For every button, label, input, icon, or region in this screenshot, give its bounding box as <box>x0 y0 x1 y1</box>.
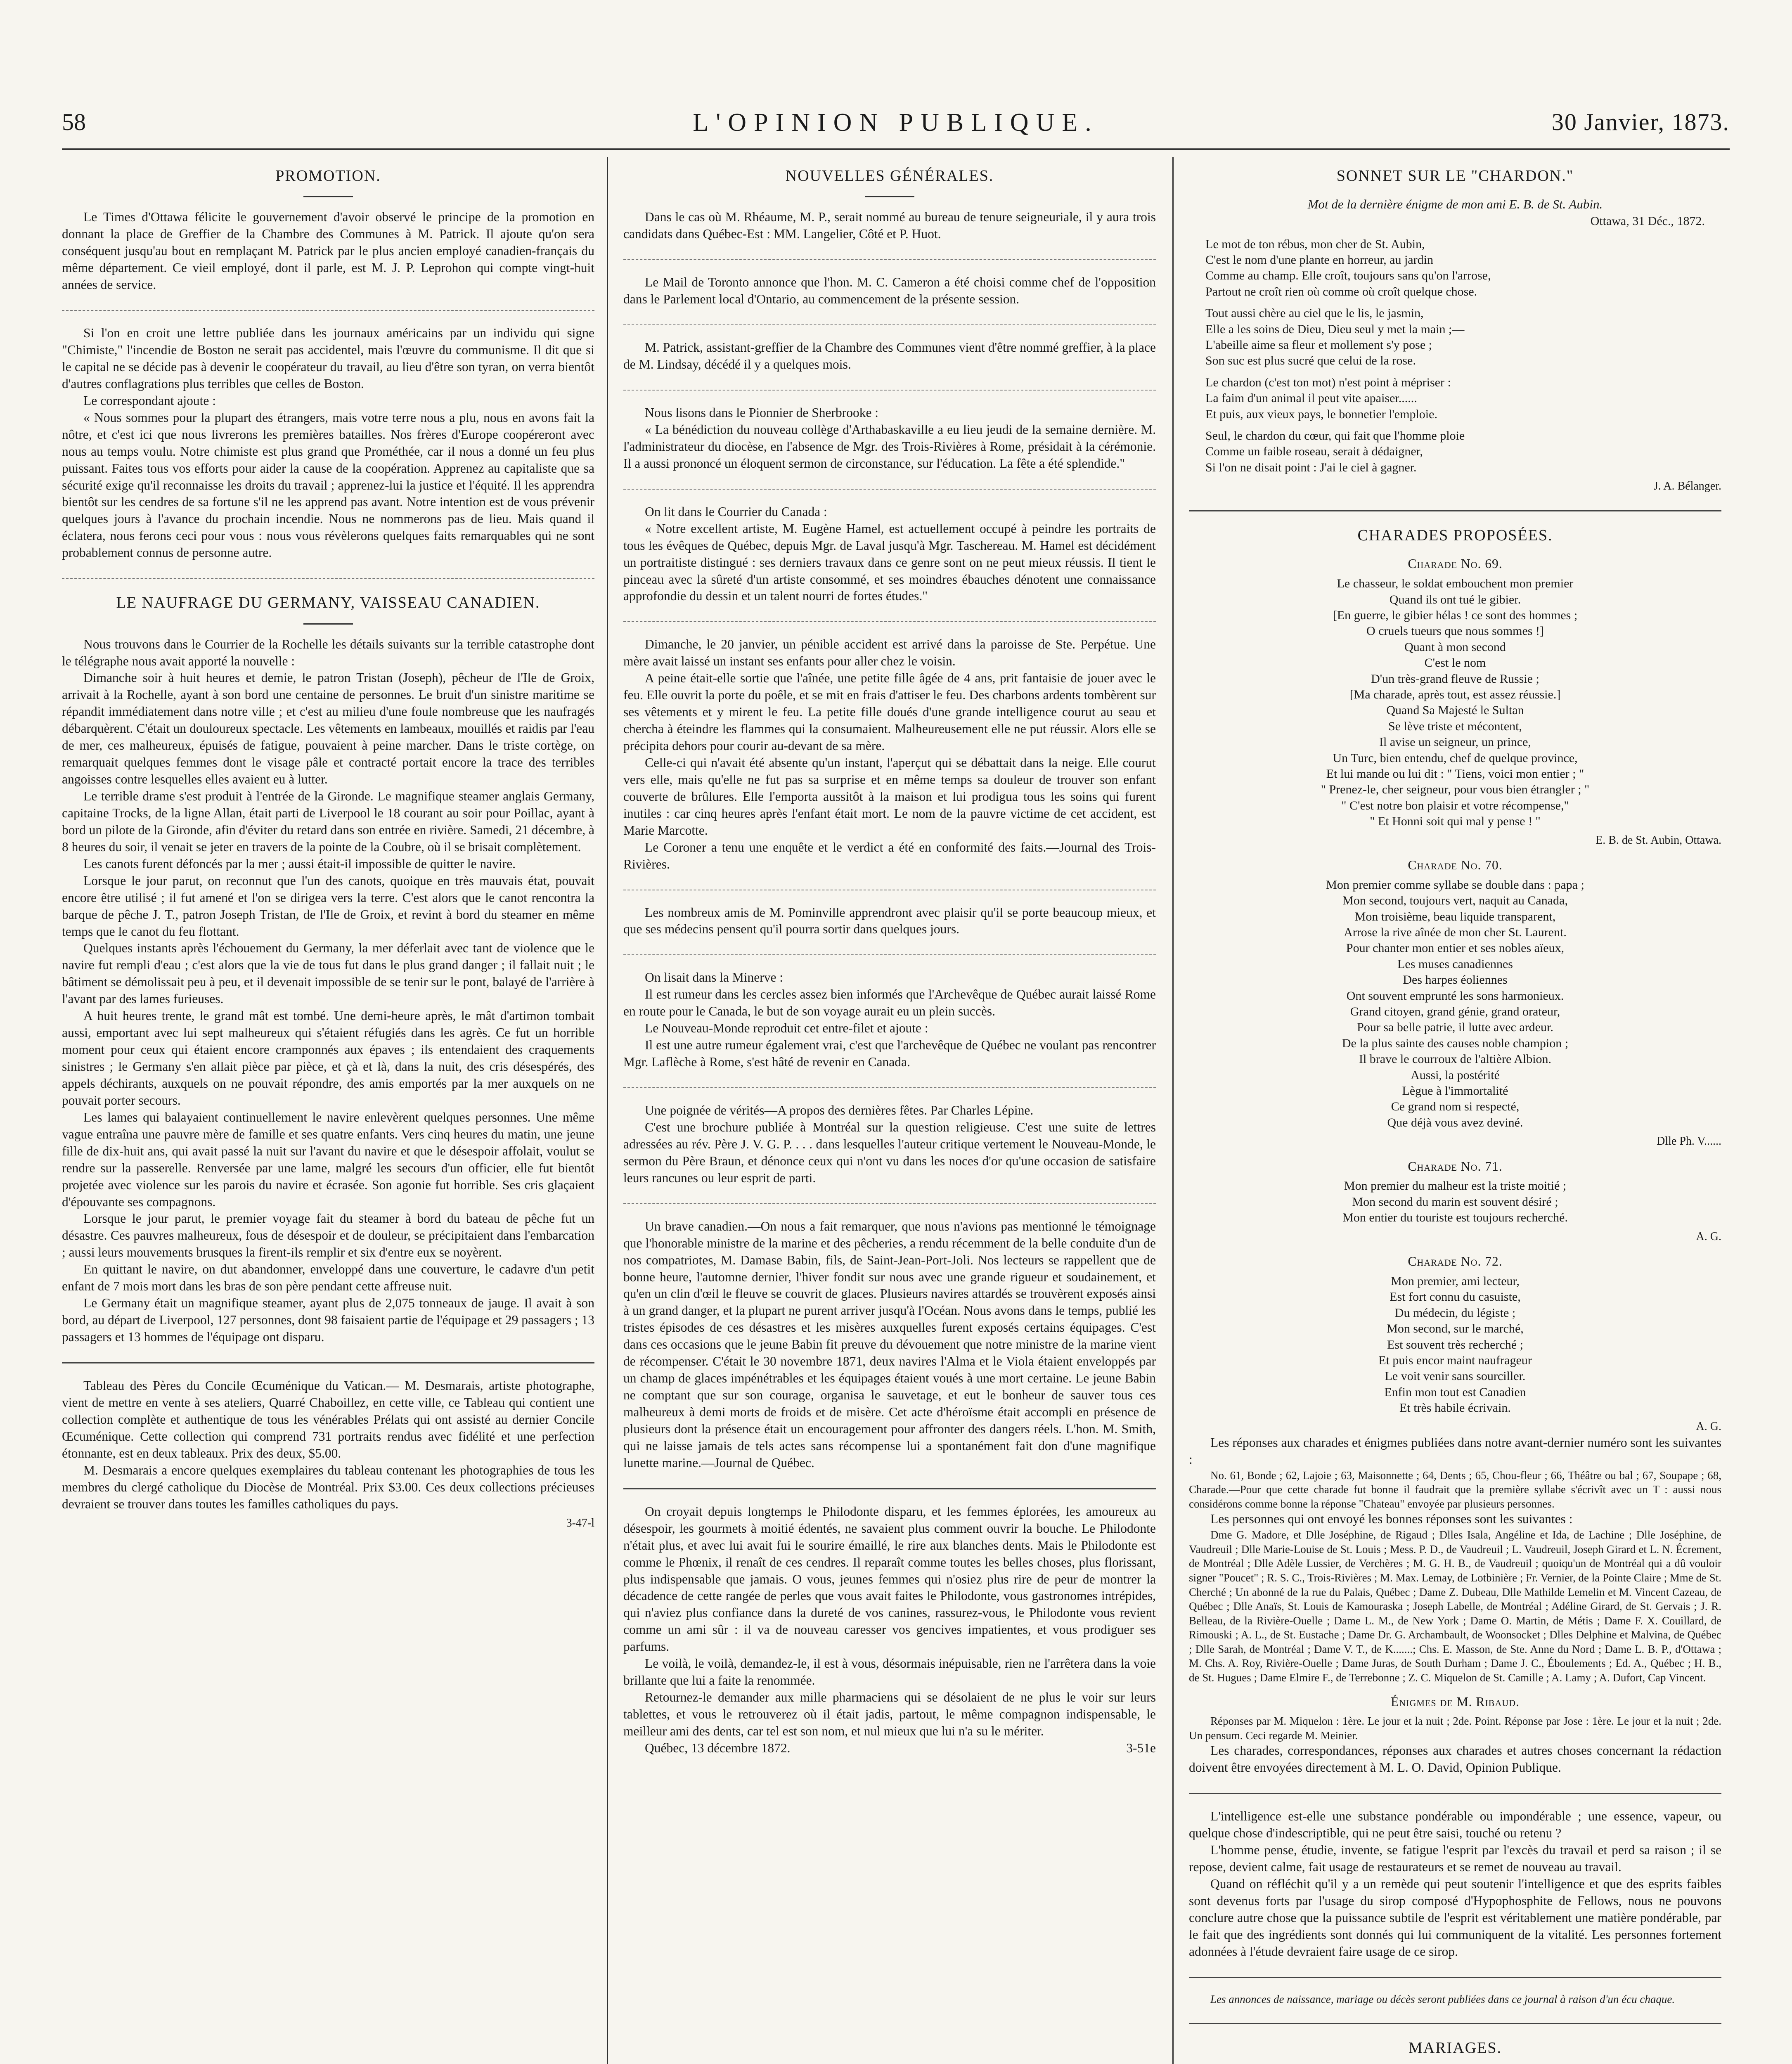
divider <box>623 1203 1156 1204</box>
heading-promotion: PROMOTION. <box>275 167 381 185</box>
verse-line: Un Turc, bien entendu, chef de quelque province, <box>1333 751 1578 765</box>
paragraph: « Notre excellent artiste, M. Eugène Hamel, est actuellement occupé à peindre les portraits de tous les évêques de Québec, depuis Mgr. de Laval jusqu'à Mgr. Taschereau. M. Hamel est décidément un portraitiste distingué : ses derniers travaux dans ce genre sont on ne peut mieux réussis. Il tient le pinceau avec la sûreté d'un artiste consommé, et ses moindres ébauches dénotent une connaissance approfondie du dessin et un talent nourri de fortes études." <box>623 521 1156 604</box>
verse-line: Et lui mande ou lui dit : " Tiens, voici mon entier ; " <box>1326 767 1584 781</box>
heading-mariages: MARIAGES. <box>1409 2039 1502 2057</box>
verse-line: Tout aussi chère au ciel que le lis, le jasmin, <box>1205 306 1424 320</box>
paragraph: Le Nouveau-Monde reproduit cet entre-filet et ajoute : <box>645 1021 928 1036</box>
signature: Dlle Ph. V...... <box>1657 1135 1721 1148</box>
divider <box>62 1362 594 1363</box>
column-3 <box>1189 161 1721 2064</box>
paragraph: Le Germany était un magnifique steamer, ayant plus de 2,075 tonneaux de jauge. Il avait à son bord, au départ de Liverpool, 127 personnes, dont 98 faisaient partie de l'équipage et 29 passagers ; 13 passagers et 13 hommes de l'équipage ont disparu. <box>62 1296 594 1344</box>
paragraph: Un brave canadien.—On nous a fait remarquer, que nous n'avions pas mentionné le témoignage que l'honorable ministre de la marine et des pêcheries, a rendu récemment de la belle conduite d'un de nos compatriotes, M. Damase Babin, fils, de Saint-Jean-Port-Joli. Nos lecteurs se rappellent que de bonne heure, l'automne dernier, l'hiver fondit sur nous avec une grande rigueur et soudainement, et qu'en un clin d'œil le fleuve se couvrit de glaces. Plusieurs navires attardés se trouvèrent exposés ainsi à un grand danger, et la plupart ne purent arriver jusqu'à l'Océan. Nous avons dans le temps, publié les tristes épisodes de ces désastres et les misères auxquelles furent exposés certains équipages. C'est dans ces occasions que le jeune Babin fit preuve du dévouement que notre ministre de la marine vient de récompenser. C'était le 30 novembre 1871, deux navires l'Alma et le Viola étaient enveloppés par un champ de glaces impénétrables et les équipages étaient voués à une mort certaine. Le jeune Babin ne comptant que sur son courage, organisa le sauvetage, et eut le bonheur de sauver tous ces malheureux à demi morts de froids et de misère. Cet acte d'héroïsme était accompli en présence de plusieurs dont la présence était un encouragement pour affronter des dangers réels. L'hon. M. Smith, qui ne laisse jamais de tels actes sans récompense lui a spontanément fait don d'une magnifique lunette marine.—Journal de Québec. <box>623 1219 1156 1470</box>
paragraph: On croyait depuis longtemps le Philodonte disparu, et les femmes éplorées, les amoureux au désespoir, les gourmets à moitié édentés, ne savaient plus comment ouvrir la bouche. Le Philodonte n'était plus, et avec lui avait fui le sourire émaillé, le rire aux blanches dents. Mais le Philodonte est comme le Phœnix, il renaît de ces cendres. Il reparaît comme toutes les belles choses, plus florissant, plus indispensable que jamais. O vous, jeunes femmes qui n'osiez plus rire de peur de montrer la décadence de cette rangée de perles que vous avait faites le Philodonte, vous gastronomes intrépides, qui n'aviez plus confiance dans la dureté de vos canines, rassurez-vous, le Philodonte vous revient comme un ami sûr : il va de nouveau caresser vos gencives impatientes, et vous prodiguer ses parfums. <box>623 1504 1156 1654</box>
verse-line: Pour sa belle patrie, il lutte avec ardeur. <box>1357 1020 1553 1034</box>
verse-line: [En guerre, le gibier hélas ! ce sont des hommes ; <box>1333 608 1578 623</box>
verse-line: Aussi, la postérité <box>1411 1068 1500 1082</box>
paragraph: Quelques instants après l'échouement du Germany, la mer déferlait avec tant de violence que le navire fut rempli d'eau ; c'est alors que la vie de tous fut dans le plus grand danger ; il fallait nuit ; le bâtiment se démolissait peu à peu, et il devenait impossible de se tenir sur le pont, balayé de l'arrière à l'avant par des lames furieuses. <box>62 941 594 1006</box>
divider <box>623 1488 1156 1489</box>
charade-70 <box>1189 877 1721 1131</box>
verse-line: Seul, le chardon du cœur, qui fait que l'homme ploie <box>1205 428 1465 443</box>
heading-nouvelles: NOUVELLES GÉNÉRALES. <box>785 167 994 185</box>
paragraph: Le voilà, le voilà, demandez-le, il est à vous, désormais inépuisable, rien ne l'arrêtera dans la voie brillante que lui a faite la renommée. <box>623 1656 1156 1688</box>
paragraph: L'intelligence est-elle une substance pondérable ou impondérable ; une essence, vapeur, ou quelque chose d'indescriptible, qui ne peut être saisi, touché ou retenu ? <box>1189 1809 1721 1841</box>
charade-72 <box>1189 1273 1721 1416</box>
ad-reference: 3-51e <box>1126 1740 1156 1755</box>
verse-line: " C'est notre bon plaisir et votre récompense," <box>1341 798 1569 812</box>
divider <box>1189 1793 1721 1794</box>
signature: E. B. de St. Aubin, Ottawa. <box>1596 833 1721 847</box>
paragraph: Les lames qui balayaient continuellement le navire enlevèrent quelques personnes. Une même vague entraîna une pauvre mère de famille et ses quatre enfants. Vers cinq heures du matin, une jeune fille de dix-huit ans, qui avait passé la nuit sur l'avant du navire et que le désespoir affolait, voulut se rendre sur la passerelle. Renversée par une lame, malgré les secours d'un officier, elle fut bientôt projetée avec violence sur les parois du navire et écrasée. Son agonie fut horrible. Ses cris glaçaient d'épouvante ses compagnons. <box>62 1110 594 1209</box>
paragraph: « La bénédiction du nouveau collège d'Arthabaskaville a eu lieu jeudi de la semaine dernière. M. l'administrateur du diocèse, en l'absence de Mgr. des Trois-Rivières à Rome, présidait à la cérémonie. Il a aussi prononcé un éloquent sermon de circonstance, sur l'éducation. La fête a été splendide." <box>623 422 1156 471</box>
verse-line: Comme au champ. Elle croît, toujours sans qu'on l'arrose, <box>1205 269 1491 283</box>
paragraph: Dans le cas où M. Rhéaume, M. P., serait nommé au bureau de tenure seigneuriale, il y aura trois candidats dans Québec-Est : MM. Langelier, Côté et P. Huot. <box>623 210 1156 241</box>
verse-line: Mon entier du touriste est toujours recherché. <box>1342 1211 1568 1225</box>
column-rule-1 <box>607 157 608 2064</box>
paragraph: Lorsque le jour parut, on reconnut que l'un des canots, quoique en très mauvais état, pouvait encore être utilisé ; il fut amené et l'on se dirigea vers la terre. C'est alors que le canot rencontra la barque de pêche J. T., patron Joseph Tristan, de l'Ile de Groix, et revint à bord du steamer en même temps que le canot du feu flottant. <box>62 873 594 939</box>
verse-line: O cruels tueurs que nous sommes !] <box>1366 624 1544 638</box>
signature: A. G. <box>1696 1420 1721 1433</box>
paragraph: Lorsque le jour parut, le premier voyage fait du steamer à bord du bateau de pêche fut un désastre. Ces pauvres malheureux, fous de désespoir et de douleur, se précipitaient dans l'embarcation ; aussi leurs mouvements brusques la firent-ils remplir et six d'entre eux se noyèrent. <box>62 1211 594 1260</box>
verse-line: Et puis, aux vieux pays, le bonnetier l'emploie. <box>1205 407 1437 421</box>
verse-line: Le mot de ton rébus, mon cher de St. Aubin, <box>1205 237 1425 251</box>
charade-69 <box>1189 576 1721 829</box>
paragraph: Nous lisons dans le Pionnier de Sherbrooke : <box>645 405 879 420</box>
verse-line: Et puis encor maint naufrageur <box>1378 1353 1532 1367</box>
paragraph: On lit dans le Courrier du Canada : <box>645 504 827 519</box>
divider <box>623 1087 1156 1088</box>
verse-line: Mon premier du malheur est la triste moitié ; <box>1344 1179 1567 1193</box>
paragraph: Le Coroner a tenu une enquête et le verdict a été en conformité des faits.—Journal des Trois-Rivières. <box>623 840 1156 871</box>
verse-line: Partout ne croît rien où comme où croît quelque chose. <box>1205 284 1477 298</box>
divider <box>623 324 1156 325</box>
verse-line: Les muses canadiennes <box>1397 957 1513 971</box>
paragraph: Dimanche, le 20 janvier, un pénible accident est arrivé dans la paroisse de Ste. Perpétue. Une mère avait laissé un instant ses enfants pour aller chez le voisin. <box>623 637 1156 669</box>
paragraph: Les canots furent défoncés par la mer ; aussi était-il impossible de quitter le navire. <box>83 856 516 871</box>
verse-line: Mon premier, ami lecteur, <box>1391 1274 1520 1288</box>
verse-line: Il brave le courroux de l'altière Albion. <box>1359 1052 1552 1066</box>
verse-line: Mon second, toujours vert, naquit au Canada, <box>1342 894 1568 908</box>
divider <box>62 578 594 579</box>
column-rule-2 <box>1172 157 1174 2064</box>
paragraph: A peine était-elle sortie que l'aînée, une petite fille âgée de 4 ans, prit fantaisie de jouer avec le feu. Elle ouvrit la porte du poêle, et se mit en frais d'attiser le feu. Des charbons ardents tombèrent sur ses vêtements et y mirent le feu. La petite fille doués d'une grande intelligence courut au seau et chercha à éteindre les flammes qui la consumaient. Malheureusement elle ne put réussir. Alors elle se précipita dehors pour courir au-devant de sa mère. <box>623 671 1156 753</box>
page-number: 58 <box>62 109 86 135</box>
article-naufrage <box>62 636 594 1346</box>
paragraph: Si l'on en croit une lettre publiée dans les journaux américains par un individu qui signe "Chimiste," l'incendie de Boston ne serait pas accidentel, mais l'œuvre du communisme. Il dit que si le capital ne se décide pas à devenir le coopérateur du travail, au lieu d'être son tyran, on verra bientôt d'autres conflagrations plus terribles que celles de Boston. <box>62 326 594 391</box>
issue-date: 30 Janvier, 1873. <box>1551 109 1730 135</box>
sonnet-poem <box>1205 237 1721 494</box>
paragraph: Celle-ci qui n'avait été absente qu'un instant, l'aperçut qui se débattait dans la neige. Elle courut vers elle, mais qu'elle ne fut pas sa surprise et en même temps sa douleur de trouver son enfant couverte de brûlures. Elle l'emporta aussitôt à la maison et lui prodigua tous les soins qui furent inutiles : car cinq heures après l'enfant était mort. Le nom de la pauvre victime de cet accident, est Marie Marcotte. <box>623 755 1156 838</box>
divider <box>303 196 353 197</box>
verse-line: Ce grand nom si respecté, <box>1391 1100 1520 1114</box>
divider <box>1189 2023 1721 2024</box>
verse-line: Pour chanter mon entier et ses nobles aïeux, <box>1346 941 1565 955</box>
verse-line: Lègue à l'immortalité <box>1402 1084 1508 1098</box>
heading-naufrage: LE NAUFRAGE DU GERMANY, VAISSEAU CANADIEN. <box>116 594 540 612</box>
verse-line: Se lève triste et mécontent, <box>1388 719 1522 733</box>
verse-line: Comme un faible roseau, serait à dédaigner, <box>1205 445 1423 459</box>
verse-line: Arrose la rive aînée de mon cher St. Laurent. <box>1344 925 1567 940</box>
paragraph: En quittant le navire, on dut abandonner, enveloppé dans une couverture, le cadavre d'un petit enfant de 7 mois mort dans les bras de son père pendant cette affreuse nuit. <box>62 1262 594 1294</box>
paragraph: Une poignée de vérités—A propos des dernières fêtes. Par Charles Lépine. <box>645 1103 1034 1118</box>
verse-line: Est souvent très recherché ; <box>1387 1337 1523 1352</box>
paragraph: On lisait dans la Minerve : <box>645 970 784 985</box>
paragraph: Les réponses aux charades et énigmes publiées dans notre avant-dernier numéro sont les suivantes : <box>1189 1435 1721 1467</box>
divider <box>1189 510 1721 511</box>
heading-charades: CHARADES PROPOSÉES. <box>1357 526 1553 544</box>
verse-line: Le voit venir sans sourciller. <box>1385 1369 1526 1383</box>
column-1 <box>62 161 594 2064</box>
verse-line: Grand citoyen, grand génie, grand orateur, <box>1350 1005 1560 1019</box>
verse-line: De la plus sainte des causes noble champion ; <box>1342 1036 1569 1050</box>
verse-line: Mon troisième, beau liquide transparent, <box>1354 909 1556 923</box>
divider <box>623 489 1156 490</box>
verse-line: Elle a les soins de Dieu, Dieu seul y met la main ;— <box>1205 322 1465 336</box>
verse-line: [Ma charade, après tout, est assez réussie.] <box>1349 688 1561 702</box>
signature: A. G. <box>1696 1230 1721 1243</box>
advertisement-tableau <box>62 1378 594 1531</box>
divider <box>303 623 353 625</box>
verse-line: Enfin mon tout est Canadien <box>1384 1385 1526 1399</box>
paragraph: « Nous sommes pour la plupart des étrangers, mais votre terre nous a plu, nous en avons fait la nôtre, et c'est ici que nous livrerons les premières batailles. Nos frères d'Europe coopéreront avec nous au temps voulu. Notre chimiste est plus grand que Prométhée, car il nous a donné un feu plus puissant. Faites tous vos efforts pour aider la cause de la coopération. Apprenez au capitaliste que sa sécurité exige qu'il reconnaisse les droits du travail ; apprenez-lui la justice et l'équité. Il les apprendra bientôt sur les cendres de sa fortune s'il ne les apprend pas avant. Notre intention est de vous prévenir quelques jours à l'avance du prochain incendie. Nous ne nommerons pas de lieu. Mais quand il éclatera, nous ferons ceci pour vous : nous vous révèlerons quelques faits remarquables qui ne sont probablement connus de personne autre. <box>62 410 594 560</box>
page-header <box>62 108 1730 141</box>
charade-72-title: Charade No. 72. <box>1408 1254 1503 1269</box>
divider <box>623 621 1156 622</box>
verse-line: Des harpes éoliennes <box>1403 973 1508 987</box>
verse-line: Il avise un seigneur, un prince, <box>1379 735 1531 749</box>
divider <box>865 196 914 197</box>
paragraph: L'homme pense, étudie, invente, se fatigue l'esprit par l'excès du travail et perd sa raison ; il se repose, devient calme, fait usage de restaurateurs et se remet de nouveau au travail. <box>1189 1843 1721 1875</box>
verse-line: Du médecin, du légiste ; <box>1394 1306 1516 1320</box>
paragraph: Le Mail de Toronto annonce que l'hon. M. C. Cameron a été choisi comme chef de l'opposition dans le Parlement local d'Ontario, au commencement de la présente session. <box>623 275 1156 307</box>
paragraph: M. Patrick, assistant-greffier de la Chambre des Communes vient d'être nommé greffier, à la place de M. Lindsay, décédé il y a quelques mois. <box>623 340 1156 372</box>
paragraph: Il est une autre rumeur également vrai, c'est que l'archevêque de Québec ne voulant pas rencontrer Mgr. Laflèche à Rome, s'est hâté de revenir en Canada. <box>623 1038 1156 1070</box>
signature: J. A. Bélanger. <box>1653 480 1721 493</box>
verse-line: Mon second, sur le marché, <box>1387 1322 1524 1336</box>
divider <box>623 259 1156 260</box>
verse-line: Son suc est plus sucré que celui de la rose. <box>1205 354 1416 368</box>
paragraph: Réponses par M. Miquelon : 1ère. Le jour et la nuit ; 2de. Point. Réponse par Jose : 1ère. Le jour et la nuit ; 2de. Un pensum. Ceci regarde M. Meinier. <box>1189 1715 1721 1742</box>
verse-line: Mon second du marin est souvent désiré ; <box>1352 1195 1558 1209</box>
heading-enigmes: Énigmes de M. Ribaud. <box>1391 1695 1520 1709</box>
verse-line: C'est le nom <box>1424 656 1486 670</box>
sonnet-dateline: Ottawa, 31 Déc., 1872. <box>1590 214 1705 228</box>
article-chimiste <box>62 325 594 561</box>
verse-line: Le chardon (c'est ton mot) n'est point à mépriser : <box>1205 375 1451 389</box>
paragraph: M. Desmarais a encore quelques exemplaires du tableau contenant les photographies de tous les membres du clergé catholique du Diocèse de Montréal. Prix $3.00. Ces deux collections précieuses devraient se trouver dans toutes les familles catholiques du pays. <box>62 1463 594 1511</box>
verse-line: Et très habile écrivain. <box>1399 1401 1511 1415</box>
paragraph: Le terrible drame s'est produit à l'entrée de la Gironde. Le magnifique steamer anglais Germany, capitaine Trocks, de la ligne Allan, était parti de Liverpool le 18 courant au soir pour Poillac, ayant à bord un pilote de la Gironde, afin d'éviter du retard dans son entrée en rivière. Samedi, 21 décembre, à 8 heures du soir, il venait se jeter en travers de la pointe de la Coubre, où il se brisait complètement. <box>62 789 594 854</box>
sonnet-subtitle: Mot de la dernière énigme de mon ami E. B. de St. Aubin. <box>1307 197 1603 212</box>
verse-line: " Prenez-le, cher seigneur, pour vous bien étrangler ; " <box>1321 783 1590 797</box>
verse-line: Quand ils ont tué le gibier. <box>1389 592 1521 606</box>
charade-69-title: Charade No. 69. <box>1408 556 1503 571</box>
verse-line: Est fort connu du casuiste, <box>1390 1290 1521 1304</box>
verse-line: La faim d'un animal il peut vite apaiser...... <box>1205 391 1417 405</box>
article-promotion: Le Times d'Ottawa félicite le gouvernement d'avoir observé le principe de la promotion en donnant la place de Greffier de la Chambre des Communes à M. Patrick. Il ajoute qu'on sera conséquent jusqu'au bout en remplaçant M. Patrick par le plus ancien employé canadien-français du même département. Ce vieil employé, dont il parle, est M. J. P. Leprohon qui compte vingt-huit années de service. <box>62 210 594 292</box>
paragraph: Retournez-le demander aux mille pharmaciens qui se désolaient de ne plus le voir sur leurs tablettes, et vous le retrouverez où il était jadis, partout, le même compagnon indispensable, le meilleur ami des dents, car tel est son nom, et nul mieux que lui n'a su le mériter. <box>623 1690 1156 1738</box>
paragraph: Il est rumeur dans les cercles assez bien informés que l'Archevêque de Québec aurait laissé Rome en route pour le Canada, le but de son voyage aurait eu un plein succès. <box>623 987 1156 1019</box>
paragraph: Dme G. Madore, et Dlle Joséphine, de Rigaud ; Dlles Isala, Angéline et Ida, de Lachine ; Dlle Joséphine, de Vaudreuil ; Dlle Marie-Louise de St. Louis ; Mess. P. D., de Vaudreuil ; L. Vaudreuil, Joseph Girard et L. N. Écrement, de Montréal ; Dlle Adèle Lussier, de Verchères ; M. G. H. B., de Vaudreuil ; quoiqu'un de Montréal qui a dû vouloir signer "Poucet" ; R. S. C., Trois-Rivières ; M. Max. Lemay, de Lotbinière ; Fr. Vernier, de la Pointe Claire ; Mme de St. Cherché ; Un abonné de la rue du Palais, Québec ; Dame Z. Dubeau, Dlle Mathilde Lemelin et M. Vincent Cazeau, de Québec ; Dlle Anaïs, St. Louis de Kamouraska ; Joseph Labelle, de Montréal ; Adéline Girard, de St. Gervais ; J. R. Belleau, de la Rivière-Ouelle ; Dame L. M., de New York ; Dame O. Martin, de Métis ; Dame F. X. Couillard, de Rimouski ; A. L., de St. Eustache ; Dame Dr. G. Archambault, de Woonsocket ; Dlles Delphine et Malvina, de Québec ; Dlle Sarah, de Montréal ; Dame V. T., de K.......; Chs. E. Masson, de Ste. Anne du Nord ; Dame L. B. P., d'Ottawa ; M. Chs. A. Roy, Rivière-Ouelle ; Dame Juras, de South Durham ; Dame J. C., Éboulements ; Ed. A., Québec ; H. B., de St. Hugues ; Dame Elmire F., de Terrebonne ; Z. C. Miquelon de St. Camille ; A. Lamy ; A. Dufort, Cap Vincent. <box>1189 1529 1721 1684</box>
verse-line: L'abeille aime sa fleur et mollement s'y pose ; <box>1205 338 1432 352</box>
masthead-title: L'OPINION PUBLIQUE. <box>693 109 1099 137</box>
paragraph: Les personnes qui ont envoyé les bonnes réponses sont les suivantes : <box>1210 1512 1573 1527</box>
verse-line: Que déjà vous avez deviné. <box>1387 1115 1523 1129</box>
divider <box>623 390 1156 391</box>
verse-line: C'est le nom d'une plante en horreur, au jardin <box>1205 253 1433 267</box>
paragraph: Les charades, correspondances, réponses aux charades et autres choses concernant la rédaction doivent être envoyées directement à M. L. O. David, Opinion Publique. <box>1189 1743 1721 1775</box>
notice-annonces: Les annonces de naissance, mariage ou décès seront publiées dans ce journal à raison d'un écu chaque. <box>1210 1993 1675 2005</box>
verse-line: Quand Sa Majesté le Sultan <box>1386 703 1524 717</box>
column-2 <box>623 161 1156 2064</box>
verse-line: D'un très-grand fleuve de Russie ; <box>1371 672 1539 686</box>
paragraph: C'est une brochure publiée à Montréal sur la question religieuse. C'est une suite de lettres adressées au rév. Père J. V. G. P. . . . dans lesquelles l'auteur critique vertement le Nouveau-Monde, le sermon du Père Braun, et dénonce ceux qui n'ont vu dans les noces d'or qu'une occasion de satisfaire leurs rancunes ou leur esprit de parti. <box>623 1120 1156 1185</box>
paragraph: No. 61, Bonde ; 62, Lajoie ; 63, Maisonnette ; 64, Dents ; 65, Chou-fleur ; 66, Théâtre ou bal ; 67, Soupape ; 68, Charade.—Pour que cette charade fut bonne il faudrait que la première syllabe s'écrivît avec un T : aussi nous considérons comme bonne la réponse "Chateau" envoyée par plusieurs personnes. <box>1189 1469 1721 1510</box>
ad-reference: 3-47-l <box>566 1517 594 1530</box>
paragraph: Dimanche soir à huit heures et demie, le patron Tristan (Joseph), pêcheur de l'Ile de Groix, arrivait à la Rochelle, ayant à son bord une centaine de personnes. Le bruit d'un sinistre maritime se répandit immédiatement dans notre ville ; et c'est au milieu d'une foule nombreuse que les naufragés débarquèrent. C'était un douloureux spectacle. Les vêtements en lambeaux, mouillés et raidis par l'eau de mer, ces malheureux, épuisés de fatigue, pouvaient à peine marcher. Dans le triste cortège, on remarquait quelques femmes dont le visage pâle et contracté portait encore la trace des terribles angoisses contre lesquelles elles avaient eu à lutter. <box>62 670 594 787</box>
header-rule <box>62 148 1730 150</box>
verse-line: " Et Honni soit qui mal y pense ! " <box>1370 814 1541 828</box>
verse-line: Mon premier comme syllabe se double dans : papa ; <box>1326 878 1584 892</box>
verse-line: Le chasseur, le soldat embouchent mon premier <box>1337 577 1574 591</box>
dateline: Québec, 13 décembre 1872. <box>645 1740 791 1755</box>
paragraph: A huit heures trente, le grand mât est tombé. Une demi-heure après, le mât d'artimon tombait aussi, emportant avec lui sept malheureux qui s'étaient réfugiés dans les agrès. Ce fut un horrible moment pour ceux qui étaient encore cramponnés aux épaves ; ils entendaient des craquements sinistres ; le Germany s'en allait pièce par pièce, et çà et là, dans la nuit, des cris désespérés, des appels déchirants, auxquels on ne pouvait répondre, des amis emportés par la mer auxquels on ne pouvait porter secours. <box>62 1008 594 1108</box>
verse-line: Ont souvent emprunté les sons harmonieux. <box>1346 989 1564 1003</box>
divider <box>1189 1977 1721 1978</box>
charade-71 <box>1189 1178 1721 1226</box>
charade-71-title: Charade No. 71. <box>1408 1159 1503 1174</box>
paragraph: Quand on réfléchit qu'il y a un remède qui peut soutenir l'intelligence et que des esprits faibles sont devenus forts par l'usage du sirop composé d'Hypophosphite de Fellows, nous ne pouvons conclure autre chose que la puissance subtile de l'esprit est véritablement une matière pondérable, par le fait que des ingrédients sont donnés qui lui communiquent de la vitalité. Les personnes fortement adonnées à l'étude devraient faire usage de ce sirop. <box>1189 1877 1721 1959</box>
paragraph: Nous trouvons dans le Courrier de la Rochelle les détails suivants sur la terrible catastrophe dont le télégraphe nous avait apporté la nouvelle : <box>62 637 594 668</box>
divider <box>62 310 594 311</box>
verse-line: Quant à mon second <box>1404 640 1506 654</box>
verse-line: Si l'on ne disait point : J'ai le ciel à gagner. <box>1205 460 1417 474</box>
paragraph: Les nombreux amis de M. Pominville apprendront avec plaisir qu'il se porte beaucoup mieux, et que ses médecins pensent qu'il pourra sortir dans quelques jours. <box>623 905 1156 937</box>
paragraph: Le correspondant ajoute : <box>83 393 216 408</box>
divider <box>623 954 1156 955</box>
dateline-row <box>645 1740 1156 1757</box>
charade-70-title: Charade No. 70. <box>1408 857 1503 872</box>
paragraph: Tableau des Pères du Concile Œcuménique du Vatican.— M. Desmarais, artiste photographe, vient de mettre en vente à ses ateliers, Quarré Chaboillez, en cette ville, ce Tableau qui contient une collection complète et authentique de tous les vénérables Prélats qui ont assisté au dernier Concile Œcuménique. Cette collection qui comprend 731 portraits rendus avec fidélité et une perfection étonnante, est en deux tableaux. Prix des deux, $5.00. <box>62 1378 594 1460</box>
heading-sonnet: SONNET SUR LE "CHARDON." <box>1336 167 1574 185</box>
